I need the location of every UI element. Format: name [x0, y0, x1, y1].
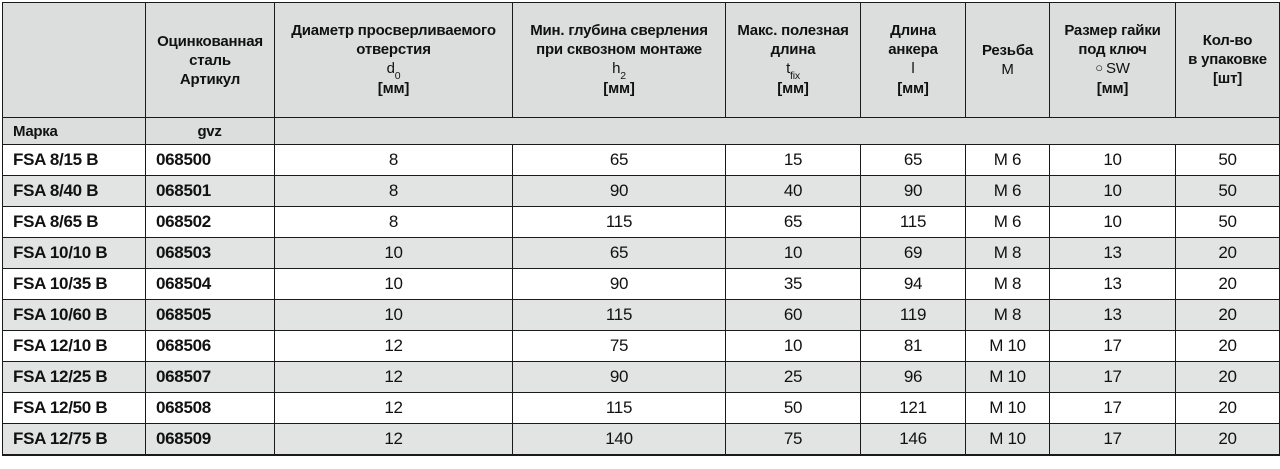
header-line: Размер гайки [1064, 22, 1161, 39]
drill-depth-cell: 90 [513, 269, 726, 300]
header-line: Мин. глубина сверления [530, 22, 708, 39]
hole-diameter-cell: 10 [275, 238, 513, 269]
anchor-length-cell: 121 [861, 393, 966, 424]
anchor-length-cell: 65 [861, 145, 966, 176]
brand-cell: FSA 12/75 B [3, 424, 146, 455]
drill-depth-cell: 65 [513, 238, 726, 269]
table-row [3, 393, 1280, 424]
wrench-size-cell: 17 [1050, 424, 1176, 455]
article-cell: 068505 [146, 300, 275, 331]
coating-code-label: gvz [146, 118, 275, 145]
wrench-size-cell: 17 [1050, 331, 1176, 362]
thread-cell: M 8 [966, 269, 1050, 300]
anchor-length-cell: 90 [861, 176, 966, 207]
drill-depth-cell: 75 [513, 331, 726, 362]
article-cell: 068502 [146, 207, 275, 238]
pack-qty-cell: 20 [1176, 331, 1280, 362]
unit-label: [мм] [377, 80, 410, 97]
usable-length-cell: 35 [726, 269, 861, 300]
table-row [3, 238, 1280, 269]
pack-qty-cell: 50 [1176, 176, 1280, 207]
drill-depth-cell: 115 [513, 393, 726, 424]
header-line: Оцинкованная [157, 32, 263, 50]
usable-length-cell: 75 [726, 424, 861, 455]
wrench-size-cell: 17 [1050, 393, 1176, 424]
hole-diameter-cell: 10 [275, 300, 513, 331]
hole-diameter-cell: 12 [275, 331, 513, 362]
table-row [3, 269, 1280, 300]
thread-cell: M 10 [966, 424, 1050, 455]
drill-depth-cell: 140 [513, 424, 726, 455]
header-row [3, 3, 1280, 118]
usable-length-cell: 60 [726, 300, 861, 331]
header-line: сталь [189, 51, 231, 69]
col-header-thread [966, 3, 1050, 118]
header-line: Макс. полезная [737, 22, 849, 39]
wrench-size-cell: 10 [1050, 176, 1176, 207]
unit-label: [мм] [777, 80, 809, 97]
pack-qty-cell: 20 [1176, 300, 1280, 331]
table-body [3, 118, 1280, 455]
wrench-size-cell: 13 [1050, 269, 1176, 300]
pack-qty-cell: 20 [1176, 238, 1280, 269]
subheader-row [3, 118, 1280, 145]
col-header-anchor-length [861, 3, 966, 118]
header-line: анкера [888, 41, 938, 58]
usable-length-cell: 10 [726, 331, 861, 362]
usable-length-cell: 10 [726, 238, 861, 269]
pack-qty-cell: 20 [1176, 269, 1280, 300]
pack-qty-cell: 50 [1176, 207, 1280, 238]
hole-diameter-cell: 8 [275, 207, 513, 238]
drill-depth-cell: 90 [513, 176, 726, 207]
usable-length-cell: 15 [726, 145, 861, 176]
header-line: отверстия [356, 41, 431, 58]
header-line: длина [770, 41, 816, 58]
header-line: при сквозном монтаже [536, 41, 702, 58]
unit-label: [мм] [897, 80, 929, 97]
anchor-length-cell: 94 [861, 269, 966, 300]
header-line: Резьба [981, 41, 1034, 59]
brand-cell: FSA 8/40 B [3, 176, 146, 207]
thread-cell: M 6 [966, 176, 1050, 207]
usable-length-cell: 25 [726, 362, 861, 393]
usable-length-cell: 50 [726, 393, 861, 424]
wrench-size-cell: 10 [1050, 145, 1176, 176]
table-row [3, 207, 1280, 238]
brand-cell: FSA 12/50 B [3, 393, 146, 424]
across-flats-icon: ○ [1095, 60, 1103, 75]
brand-cell: FSA 10/35 B [3, 269, 146, 300]
col-header-wrench-size [1050, 3, 1176, 118]
thread-cell: M 10 [966, 331, 1050, 362]
unit-label: [шт] [1212, 70, 1243, 87]
hole-diameter-cell: 12 [275, 393, 513, 424]
hole-diameter-cell: 12 [275, 362, 513, 393]
drill-depth-cell: 115 [513, 207, 726, 238]
usable-length-cell: 65 [726, 207, 861, 238]
symbol-d0: $d_0$ [386, 60, 401, 82]
table-row [3, 176, 1280, 207]
brand-cell: FSA 8/15 B [3, 145, 146, 176]
table-row [3, 424, 1280, 455]
table-row [3, 300, 1280, 331]
col-header-hole-diameter [275, 3, 513, 118]
symbol-m: M [1001, 60, 1014, 78]
anchor-length-cell: 69 [861, 238, 966, 269]
symbol-sw: ○ SW [1095, 60, 1130, 77]
col-header-brand [3, 3, 146, 118]
thread-cell: M 10 [966, 362, 1050, 393]
wrench-size-cell: 10 [1050, 207, 1176, 238]
drill-depth-cell: 115 [513, 300, 726, 331]
pack-qty-cell: 20 [1176, 362, 1280, 393]
hole-diameter-cell: 12 [275, 424, 513, 455]
article-cell: 068508 [146, 393, 275, 424]
thread-cell: M 10 [966, 393, 1050, 424]
subheader-merged-cell [275, 118, 1280, 145]
anchor-length-cell: 115 [861, 207, 966, 238]
brand-cell: FSA 10/60 B [3, 300, 146, 331]
table-row [3, 331, 1280, 362]
pack-qty-cell: 20 [1176, 424, 1280, 455]
header-line: Артикул [179, 70, 241, 88]
col-header-drill-depth [513, 3, 726, 118]
product-spec-table [2, 2, 1280, 456]
col-header-pack-qty [1176, 3, 1280, 118]
article-cell: 068503 [146, 238, 275, 269]
symbol-l: l [911, 60, 915, 77]
article-cell: 068504 [146, 269, 275, 300]
article-cell: 068500 [146, 145, 275, 176]
brand-cell: FSA 10/10 B [3, 238, 146, 269]
table-row [3, 362, 1280, 393]
wrench-size-cell: 13 [1050, 300, 1176, 331]
unit-label: [мм] [1096, 80, 1129, 97]
header-line: Кол-во [1202, 32, 1253, 49]
hole-diameter-cell: 10 [275, 269, 513, 300]
thread-cell: M 8 [966, 238, 1050, 269]
drill-depth-cell: 65 [513, 145, 726, 176]
header-line: в упаковке [1188, 51, 1267, 68]
thread-cell: M 8 [966, 300, 1050, 331]
thread-cell: M 6 [966, 145, 1050, 176]
hole-diameter-cell: 8 [275, 145, 513, 176]
wrench-size-cell: 13 [1050, 238, 1176, 269]
col-header-usable-length [726, 3, 861, 118]
drill-depth-cell: 90 [513, 362, 726, 393]
article-cell: 068509 [146, 424, 275, 455]
pack-qty-cell: 50 [1176, 145, 1280, 176]
anchor-length-cell: 81 [861, 331, 966, 362]
article-cell: 068506 [146, 331, 275, 362]
brand-cell: FSA 8/65 B [3, 207, 146, 238]
col-header-article [146, 3, 275, 118]
article-cell: 068501 [146, 176, 275, 207]
brand-column-label: Марка [3, 118, 146, 145]
anchor-length-cell: 119 [861, 300, 966, 331]
symbol-h2: $h_2$ [612, 60, 626, 82]
anchor-length-cell: 96 [861, 362, 966, 393]
hole-diameter-cell: 8 [275, 176, 513, 207]
brand-cell: FSA 12/25 B [3, 362, 146, 393]
brand-cell: FSA 12/10 B [3, 331, 146, 362]
usable-length-cell: 40 [726, 176, 861, 207]
header-line: Диаметр просверливаемого [291, 22, 496, 39]
table-row [3, 145, 1280, 176]
symbol-tfix: $t_{fix}$ [786, 60, 800, 82]
header-line: под ключ [1078, 41, 1147, 58]
pack-qty-cell: 20 [1176, 393, 1280, 424]
thread-cell: M 6 [966, 207, 1050, 238]
article-cell: 068507 [146, 362, 275, 393]
wrench-size-cell: 17 [1050, 362, 1176, 393]
anchor-length-cell: 146 [861, 424, 966, 455]
unit-label: [мм] [603, 80, 635, 97]
header-line: Длина [890, 22, 936, 39]
